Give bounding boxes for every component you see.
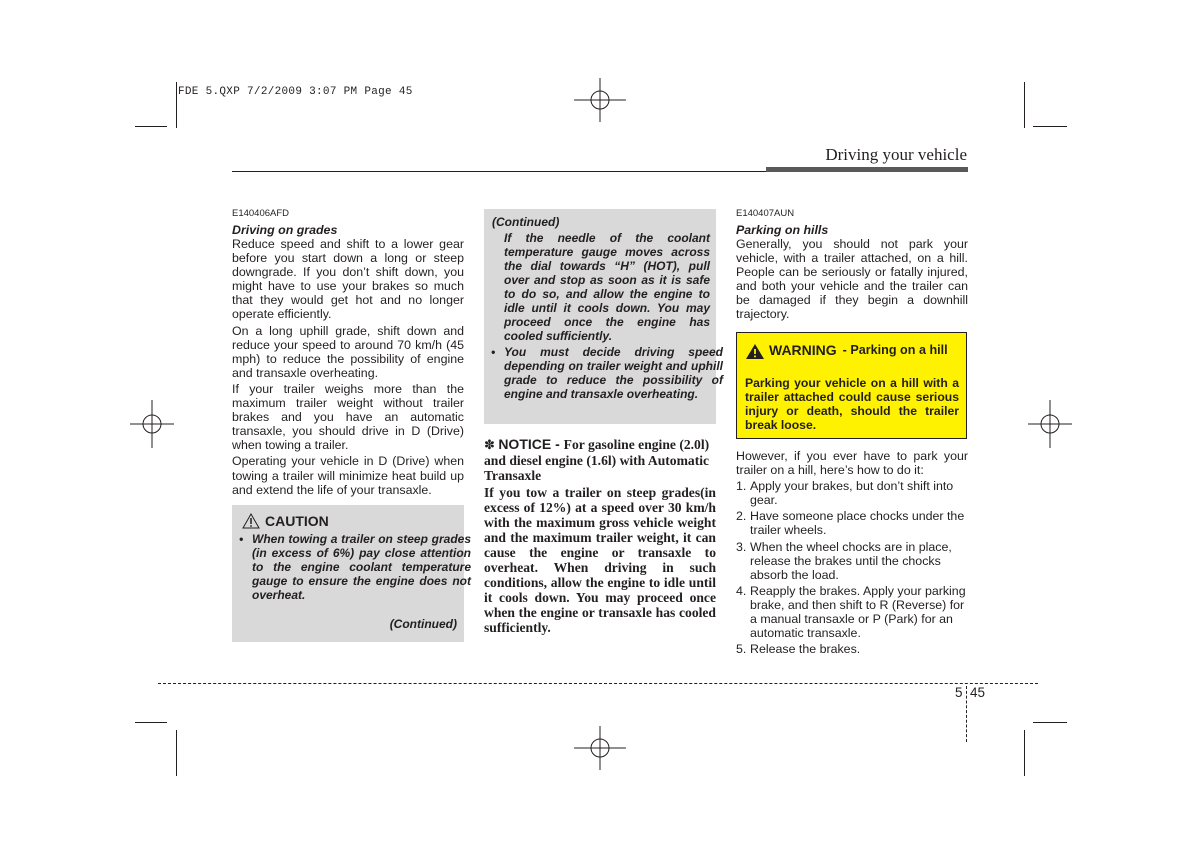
notice-label: NOTICE	[498, 436, 552, 452]
column-3-bottom	[736, 449, 968, 658]
notice-dash: -	[551, 436, 564, 452]
warning-label: WARNING	[769, 342, 837, 358]
continued-caution-box	[484, 209, 723, 424]
column-3-top	[736, 208, 968, 324]
page-number: 45	[970, 685, 986, 700]
parking-steps-list	[736, 479, 968, 656]
registration-mark-bottom	[570, 724, 630, 772]
warning-header	[746, 343, 958, 359]
paragraph: However, if you ever have to park your trailer on a hill, here’s how to do it:	[736, 449, 968, 478]
caution-header	[242, 513, 329, 529]
list-item: 3. When the wheel chocks are in place, release the brakes until the chocks absorb the load.	[736, 539, 952, 582]
continued-text: If the needle of the coolant temperature gauge moves across the dial towards “H” (HOT), pull over and stop as soon as it is safe to do so, and allow the engine to idle until it cools down. You may proceed once the engine has cooled sufficiently.	[504, 231, 710, 343]
caution-continued: (Continued)	[389, 617, 457, 631]
caution-triangle-icon	[242, 513, 260, 529]
continued-label: (Continued)	[492, 215, 560, 229]
print-slug: FDE 5.QXP 7/2/2009 3:07 PM Page 45	[178, 86, 413, 98]
notice-title: For gasoline engine (2.0l) and diesel engine (1.6l) with Automatic Transaxle	[484, 437, 710, 483]
warning-title: - Parking on a hill	[842, 343, 948, 357]
notice-body: If you tow a trailer on steep grades(in excess of 12%) at a speed over 30 km/h with the maximum gross vehicle weight and the maximum trailer weight, it can cause the engine or transaxle to overheat. When driving in such conditions, allow the engine to idle until it cools down. You may proceed once when the engine or transaxle has cooled sufficiently.	[484, 485, 716, 635]
footer-dashed-rule	[158, 683, 1038, 684]
section-number: 5	[955, 685, 963, 700]
notice-symbol-icon: ✽	[484, 438, 495, 453]
bullet-dot: •	[239, 532, 244, 546]
caution-title: CAUTION	[265, 513, 329, 529]
section-code: E140407AUN	[736, 208, 795, 219]
subheading-driving-on-grades: Driving on grades	[232, 223, 338, 237]
paragraph: Operating your vehicle in D (Drive) when towing a trailer will minimize heat build up and extend the life of your transaxle.	[232, 454, 464, 497]
notice-block	[484, 437, 716, 635]
continued-bullet: • You must decide driving speed depending on trailer weight and uphill grade to reduce the possibility of engine and transaxle overheating.	[491, 345, 723, 401]
registration-mark-top	[570, 76, 630, 124]
warning-triangle-icon	[746, 344, 764, 359]
registration-mark-left	[128, 398, 176, 450]
warning-box	[736, 332, 967, 439]
section-code: E140406AFD	[232, 208, 290, 219]
bullet-dot: •	[491, 345, 496, 359]
caution-bullet: • When towing a trailer on steep grades (in excess of 6%) pay close attention to the engine coolant temperature gauge to ensure the engine does not overheat.	[239, 532, 471, 602]
paragraph: If your trailer weighs more than the maximum trailer weight without trailer brakes and you have an automatic transaxle, you should drive in D (Drive) when towing a trailer.	[232, 381, 464, 453]
paragraph: Reduce speed and shift to a lower gear before you start down a long or steep downgrade. If you don’t shift down, you might have to use your brakes so much that they would get hot and no longer operate efficiently.	[232, 237, 464, 322]
paragraph: Generally, you should not park your vehicle, with a trailer attached, on a hill. People can be seriously or fatally injured, and both your vehicle and the trailer can be damaged if they begin a downhill trajectory.	[736, 237, 968, 322]
list-item: 4. Reapply the brakes. Apply your parking brake, and then shift to R (Reverse) for a manual transaxle or P (Park) for an automatic transaxle.	[736, 583, 966, 641]
list-item: 2. Have someone place chocks under the trailer wheels.	[736, 509, 965, 538]
list-item: 1. Apply your brakes, but don’t shift into gear.	[736, 479, 954, 508]
caution-box	[232, 505, 471, 642]
registration-mark-right	[1026, 398, 1074, 450]
page-number-divider	[966, 686, 968, 742]
paragraph: On a long uphill grade, shift down and reduce your speed to around 70 km/h (45 mph) to reduce the possibility of engine and transaxle overheating.	[232, 323, 464, 380]
subheading-parking-on-hills: Parking on hills	[736, 223, 829, 237]
list-item: 5. Release the brakes.	[736, 642, 861, 657]
section-title: Driving your vehicle	[825, 145, 967, 164]
notice-heading	[484, 437, 716, 483]
column-1	[232, 208, 464, 499]
warning-body: Parking your vehicle on a hill with a trailer attached could cause serious injury or death, should the trailer break loose.	[745, 376, 959, 432]
header-bar	[766, 167, 968, 172]
